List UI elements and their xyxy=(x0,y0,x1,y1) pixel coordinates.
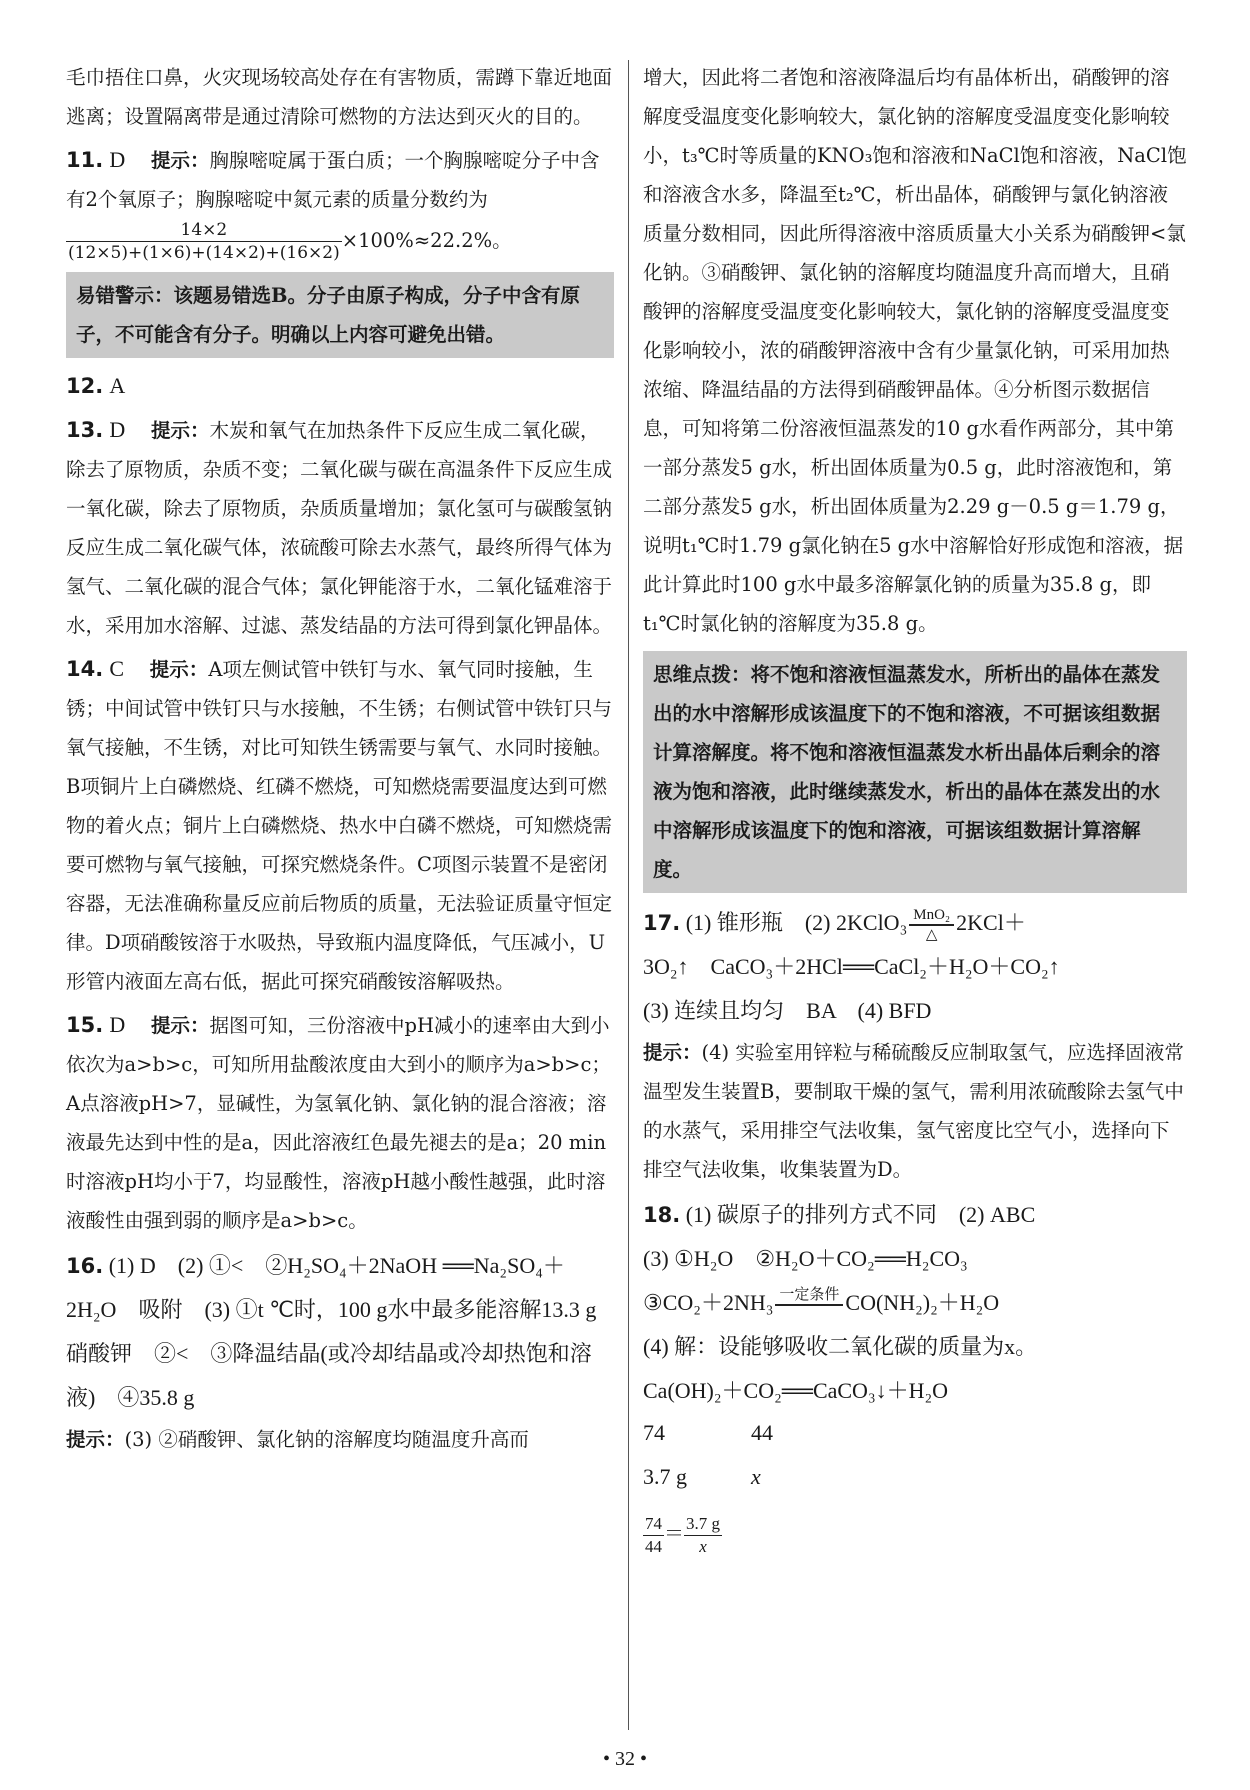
answer: D xyxy=(109,417,126,442)
question-number: 15. xyxy=(66,1013,104,1037)
question-number: 14. xyxy=(66,657,104,681)
hint-text: A项左侧试管中铁钉与水、氧气同时接触，生锈；中间试管中铁钉只与水接触，不生锈；右侧试管中铁钉只与氧气接触，不生锈，对比可知铁生锈需要与氧气、水同时接触。B项铜片上白磷燃烧、红磷不燃烧，可知燃烧需要温度达到可燃物的着火点；铜片上白磷燃烧、热水中白磷不燃烧，可知燃烧需要可燃物与氧气接触，可探究燃烧条件。C项图示装置不是密闭容器，无法准确称量反应前后物质的质量，无法验证质量守恒定律。D项硝酸铵溶于水吸热，导致瓶内温度降低，气压减小，U形管内液面左高右低，据此可探究硝酸铵溶解吸热。 xyxy=(66,658,613,993)
question-number: 12. xyxy=(66,374,104,398)
answer-part: (1) 碳原子的排列方式不同 (2) ABC xyxy=(685,1202,1036,1227)
column-divider xyxy=(628,60,629,1730)
hint-label: 提示： xyxy=(643,1041,702,1064)
fraction xyxy=(66,219,342,264)
question-17-line3: (3) 连续且均匀 BA (4) BFD xyxy=(643,998,932,1023)
thinking-label: 思维点拨： xyxy=(653,663,751,686)
left-column xyxy=(66,58,614,1459)
hint-label: 提示： xyxy=(66,1428,125,1451)
reaction-condition xyxy=(909,906,954,944)
question-18 xyxy=(643,1193,1187,1237)
thinking-text: 将不饱和溶液恒温蒸发水，所析出的晶体在蒸发出的水中溶解形成该温度下的不饱和溶液，不可据该组数据计算溶解度。将不饱和溶液恒温蒸发水析出晶体后剩余的溶液为饱和溶液，此时继续蒸发水，析出的晶体在蒸发出的水中溶解形成该温度下的饱和溶液，可据该组数据计算溶解度。 xyxy=(653,663,1161,881)
hint-text: 胸腺嘧啶属于蛋白质；一个胸腺嘧啶分子中含有2个氧原子；胸腺嘧啶中氮元素的质量分数约为 xyxy=(66,149,600,211)
warning-label: 易错警示： xyxy=(76,284,174,307)
condition-label: 一定条件 xyxy=(775,1286,843,1306)
fraction-tail: ×100%≈22.2%。 xyxy=(341,229,512,252)
paragraph: 增大，因此将二者饱和溶液降温后均有晶体析出，硝酸钾的溶解度受温度变化影响较大，氯化钠的溶解度受温度变化影响较小，t₃℃时等质量的KNO₃饱和溶液和NaCl饱和溶液，NaCl饱和溶液含水多，降温至t₂℃，析出晶体，硝酸钾与氯化钠溶液质量分数相同，因此所得溶液中溶质质量大小关系为硝酸钾<氯化钠。③硝酸钾、氯化钠的溶解度均随温度升高而增大，且硝酸钾的溶解度受温度变化影响较大，氯化钠的溶解度受温度变化影响较小，浓的硝酸钾溶液中含有少量氯化钠，可采用加热浓缩、降温结晶的方法得到硝酸钾晶体。④分析图示数据信息，可知将第二份溶液恒温蒸发的10 g水看作两部分，其中第一部分蒸发5 g水，析出固体质量为0.5 g，此时溶液饱和，第二部分蒸发5 g水，析出固体质量为2.29 g－0.5 g＝1.79 g，说明t₁℃时1.79 g氯化钠在5 g水中溶解恰好形成饱和溶液，据此计算此时100 g水中最多溶解氯化钠的质量为35.8 g，即t₁℃时氯化钠的溶解度为35.8 g。 xyxy=(643,66,1187,635)
page-number: • 32 • xyxy=(602,1748,647,1770)
question-18-line3 xyxy=(643,1281,1187,1325)
answer-part: (1) 锥形瓶 (2) 2KClO₃ xyxy=(685,910,908,935)
hint-label: 提示： xyxy=(151,1014,210,1037)
question-number: 13. xyxy=(66,418,104,442)
hint-text: 木炭和氧气在加热条件下反应生成二氧化碳，除去了原物质，杂质不变；二氧化碳与碳在高温条件下反应生成一氧化碳，除去了原物质，杂质质量增加；氯化氢可与碳酸氢钠反应生成二氧化碳气体，浓硫酸可除去水蒸气，最终所得气体为氢气、二氧化碳的混合气体；氯化钾能溶于水，二氧化锰难溶于水，采用加水溶解、过滤、蒸发结晶的方法可得到氯化钾晶体。 xyxy=(66,419,613,637)
question-16-hint xyxy=(66,1420,614,1459)
molar-mass-1: 74 xyxy=(643,1420,665,1445)
warning-box xyxy=(66,272,614,358)
question-15 xyxy=(66,1005,614,1240)
question-17-line2: 3O₂↑ CaCO₃＋2HCl══CaCl₂＋H₂O＋CO₂↑ xyxy=(643,954,1060,979)
question-number: 11. xyxy=(66,148,104,172)
equation-left: ③CO₂＋2NH₃ xyxy=(643,1290,774,1315)
paragraph: 毛巾捂住口鼻，火灾现场较高处存在有害物质，需蹲下靠近地面逃离；设置隔离带是通过清除可燃物的方法达到灭火的目的。 xyxy=(66,66,613,128)
equation-right: CO(NH₂)₂＋H₂O xyxy=(845,1290,1000,1315)
stoich-table xyxy=(643,1413,1187,1533)
value-2: x xyxy=(751,1464,761,1489)
heat-symbol: △ xyxy=(925,926,938,943)
hint-text: 据图可知，三份溶液中pH减小的速率由大到小依次为a>b>c，可知所用盐酸浓度由大到小的顺序为a>b>c；A点溶液pH>7，显碱性，为氢氧化钠、氯化钠的混合溶液；溶液最先达到中性的是a，因此溶液红色最先褪去的是a；20 min时溶液pH均小于7，均显酸性，溶液pH越小酸性越强，此时溶液酸性由强到弱的顺序是a>b>c。 xyxy=(66,1014,611,1232)
warning-text: 该题易错选B。分子由原子构成，分子中含有原子，不可能含有分子。明确以上内容可避免出错。 xyxy=(76,284,580,346)
ratio-right-den: x xyxy=(699,1537,707,1556)
question-11 xyxy=(66,140,614,264)
ratio-left-den: 44 xyxy=(645,1537,662,1556)
answer: A xyxy=(109,373,126,398)
ratio-equation: $\frac{74}{44}$ ＝ $\frac{3.7 g}{x}$ xyxy=(645,1514,720,1556)
answer: D xyxy=(109,1012,126,1037)
value-1: 3.7 g xyxy=(643,1464,687,1489)
reaction-condition xyxy=(775,1286,843,1324)
question-17-hint xyxy=(643,1033,1187,1189)
hint-text: (4) 实验室用锌粒与稀硫酸反应制取氢气，应选择固液常温型发生装置B，要制取干燥的氢气，需利用浓硫酸除去氢气中的水蒸气，采用排空气法收集，氢气密度比空气小，选择向下排空气法收集，收集装置为D。 xyxy=(643,1041,1184,1181)
thinking-box xyxy=(643,651,1187,893)
question-17 xyxy=(643,901,1187,945)
question-number: 16. xyxy=(66,1254,104,1278)
hint-label: 提示： xyxy=(151,419,210,442)
ratio-left-num: 74 xyxy=(643,1513,664,1536)
answer-part: 2KCl＋ xyxy=(956,910,1026,935)
question-number: 18. xyxy=(643,1203,681,1227)
hint-label: 提示： xyxy=(151,149,210,172)
hint-text: (3) ②硝酸钾、氯化钠的溶解度均随温度升高而 xyxy=(124,1428,529,1451)
right-column xyxy=(643,58,1187,1558)
question-18-line2: (3) ①H₂O ②H₂O＋CO₂══H₂CO₃ xyxy=(643,1246,968,1271)
fraction-denominator: (12×5)+(1×6)+(14×2)+(16×2) xyxy=(68,243,340,263)
stoich-equation: Ca(OH)₂＋CO₂══CaCO₃↓＋H₂O xyxy=(643,1378,949,1403)
question-13 xyxy=(66,410,614,645)
molar-mass-2: 44 xyxy=(751,1420,773,1445)
question-number: 17. xyxy=(643,911,681,935)
question-16 xyxy=(66,1244,614,1420)
hint-label: 提示： xyxy=(149,658,209,681)
answer: (1) D (2) ①< ②H₂SO₄＋2NaOH ══Na₂SO₄＋2H₂O 吸附 (3) ①t ℃时，100 g水中最多能溶解13.3 g硝酸钾 ②< ③降温结晶(或冷却结晶或冷却热饱和溶液) ④35.8 g xyxy=(66,1253,597,1410)
question-12 xyxy=(66,366,614,406)
answer: D xyxy=(109,147,126,172)
answer: C xyxy=(109,656,125,681)
question-14 xyxy=(66,649,614,1001)
ratio-right-num: 3.7 g xyxy=(684,1513,722,1536)
question-18-line4: (4) 解：设能够吸收二氧化碳的质量为x。 xyxy=(643,1334,1038,1359)
fraction-numerator: 14×2 xyxy=(66,219,342,242)
catalyst-label: MnO₂ xyxy=(909,906,954,926)
